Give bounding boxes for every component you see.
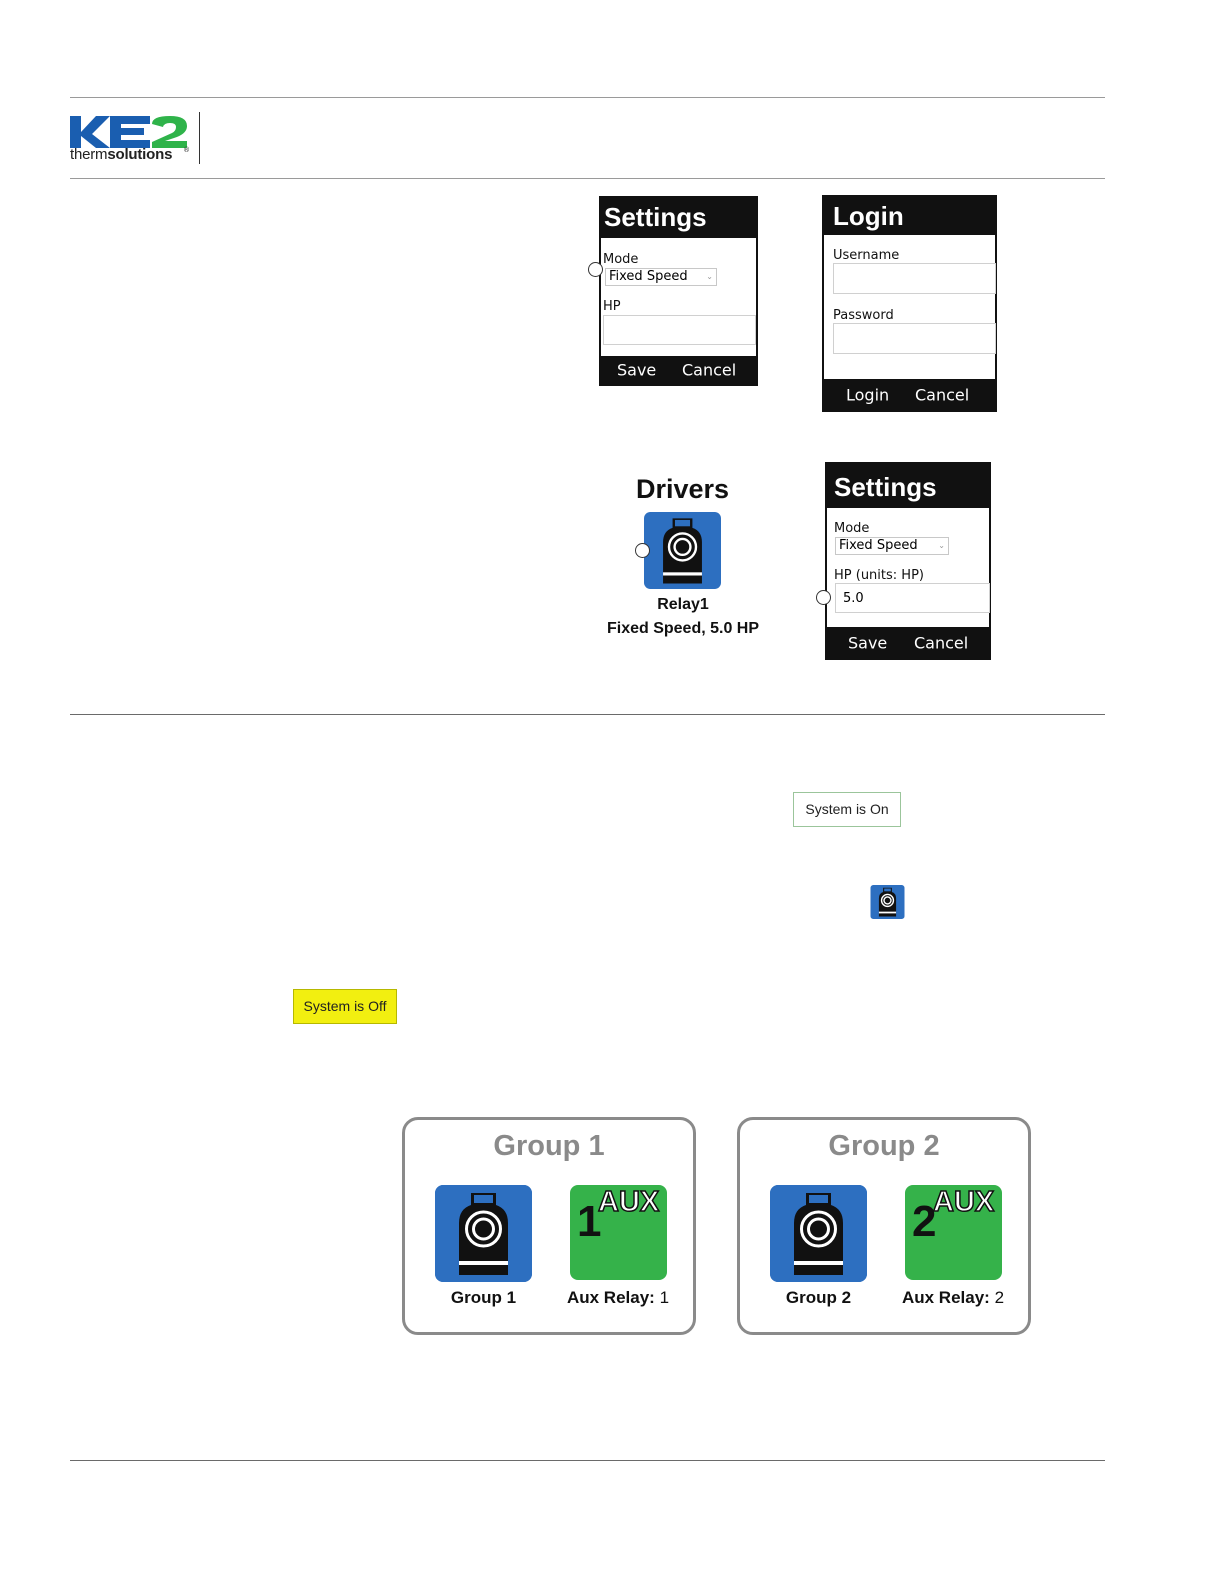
aux-relay-tile[interactable]: [905, 1185, 1002, 1280]
mode-label: Mode: [603, 252, 639, 267]
driver-small-icon[interactable]: [870, 885, 905, 919]
mode-select[interactable]: Fixed Speed ⌄: [605, 268, 717, 286]
drivers-title: Drivers: [636, 474, 730, 504]
settings-dialog-footer: [601, 356, 756, 384]
mode-label: Mode: [834, 521, 870, 536]
username-input[interactable]: [833, 263, 996, 294]
header-bottom-rule: [70, 178, 1105, 179]
header-top-rule: [70, 97, 1105, 98]
system-on-status[interactable]: System is On: [793, 792, 901, 827]
cancel-button[interactable]: Cancel: [915, 385, 970, 404]
settings-dialog-title: Settings: [601, 198, 756, 238]
relay-description: Fixed Speed, 5.0 HP: [606, 620, 760, 637]
cancel-button[interactable]: Cancel: [682, 360, 737, 380]
system-off-status[interactable]: System is Off: [293, 989, 397, 1024]
aux-relay-label: Aux Relay: 2: [901, 1288, 1005, 1307]
password-input[interactable]: [833, 323, 996, 354]
group-driver-label: Group 2: [785, 1288, 852, 1307]
callout-marker: [816, 590, 831, 605]
callout-marker: [635, 543, 650, 558]
login-dialog-title: Login: [824, 197, 995, 235]
group-driver-label: Group 1: [450, 1288, 517, 1307]
relay-driver-icon[interactable]: [644, 512, 721, 589]
group-card-1: [402, 1117, 696, 1335]
callout-marker: [588, 262, 603, 277]
save-button[interactable]: Save: [848, 633, 888, 652]
aux-badge: AUX: [933, 1186, 995, 1218]
section-rule: [70, 714, 1105, 715]
mode-select[interactable]: Fixed Speed ⌄: [835, 537, 949, 555]
group-driver-icon[interactable]: [770, 1185, 867, 1282]
footer-rule: [70, 1460, 1105, 1461]
aux-number: 2: [912, 1197, 937, 1246]
hp-label: HP (units: HP): [834, 568, 924, 583]
password-label: Password: [833, 308, 894, 323]
login-button[interactable]: Login: [846, 385, 890, 404]
logo-subtitle: thermsolutions: [70, 146, 173, 163]
settings-dialog-filled: [825, 462, 991, 660]
chevron-down-icon: ⌄: [706, 272, 713, 281]
logo-divider: [199, 112, 200, 164]
registered-mark: ®: [183, 146, 190, 152]
group-card-2: [737, 1117, 1031, 1335]
settings-dialog-title: Settings: [827, 464, 989, 508]
settings-dialog-empty: [599, 196, 758, 386]
group-title: Group 2: [828, 1130, 940, 1162]
aux-relay-tile[interactable]: [570, 1185, 667, 1280]
aux-number: 1: [577, 1197, 602, 1246]
login-dialog: [822, 195, 997, 412]
login-dialog-footer: [824, 379, 995, 410]
username-label: Username: [833, 248, 900, 263]
relay-name: Relay1: [657, 596, 709, 613]
settings-dialog-footer: [827, 627, 989, 658]
aux-relay-label: Aux Relay: 1: [566, 1288, 670, 1307]
group-title: Group 1: [493, 1130, 605, 1162]
hp-input[interactable]: [603, 315, 756, 345]
save-button[interactable]: Save: [617, 360, 657, 380]
cancel-button[interactable]: Cancel: [914, 633, 969, 652]
hp-input[interactable]: 5.0: [835, 583, 990, 613]
hp-label: HP: [603, 299, 621, 314]
aux-badge: AUX: [598, 1186, 660, 1218]
group-driver-icon[interactable]: [435, 1185, 532, 1282]
chevron-down-icon: ⌄: [938, 541, 945, 550]
